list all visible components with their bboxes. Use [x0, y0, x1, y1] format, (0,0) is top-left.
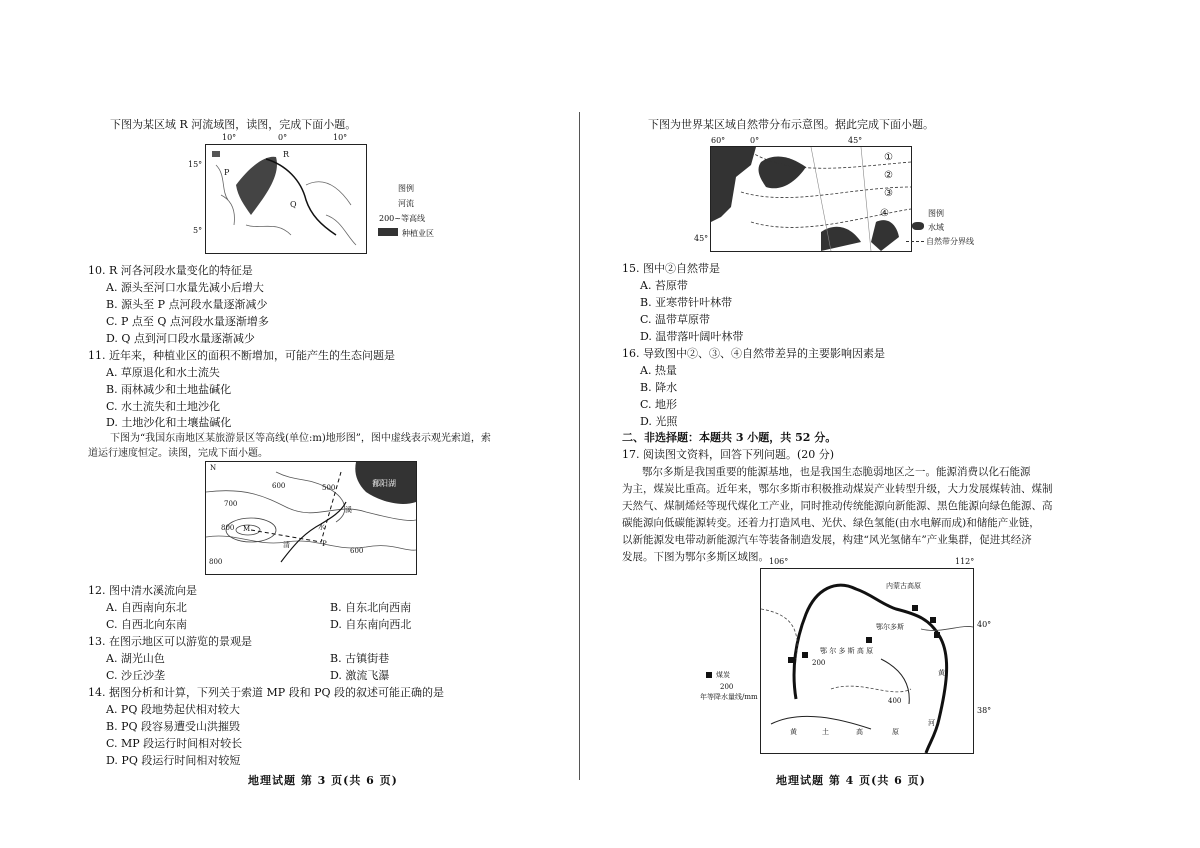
- q15-option-d: D. 温带落叶阔叶林带: [640, 330, 744, 343]
- farming-area: [236, 157, 277, 215]
- q12-stem: 12. 图中清水溪流向是: [88, 584, 197, 597]
- coal-marker: [788, 657, 794, 663]
- contour-lines: [216, 165, 356, 245]
- water-legend-swatch: [912, 222, 924, 230]
- map1-letter-r: R: [283, 150, 290, 159]
- q11-option-b: B. 雨林减少和土地盐碱化: [106, 383, 232, 396]
- r-river-map-graphic: [206, 145, 366, 253]
- q12-option-b: B. 自东北向西南: [330, 601, 412, 614]
- map1-legend-title: 图例: [398, 184, 414, 193]
- q17-para-line: 鄂尔多斯是我国重要的能源基地，也是我国生态脆弱地区之一。能源消费以化石能源: [642, 466, 1031, 478]
- q16-option-c: C. 地形: [640, 398, 678, 411]
- q17-para-line: 以新能源发电带动新能源汽车等装备制造发展，构建“风光氢储车”产业集群，促进其经济: [622, 534, 1032, 546]
- boundary-legend-line: [906, 241, 924, 242]
- map2-point-m: M: [243, 525, 251, 533]
- q11-option-a: A. 草原退化和水土流失: [106, 366, 220, 379]
- q13-stem: 13. 在图示地区可以游览的景观是: [88, 635, 252, 648]
- map2-contour-600b: 600: [350, 547, 364, 555]
- q16-option-a: A. 热量: [640, 364, 677, 377]
- north-arrow-label: N: [210, 464, 217, 472]
- map2-lake-label: 鄱阳湖: [372, 479, 396, 488]
- farming-area: [212, 151, 220, 157]
- q11-option-d: D. 土地沙化和土壤盐碱化: [106, 416, 232, 429]
- map3-legend-water: 水域: [928, 223, 944, 232]
- q13-option-a: A. 湖光山色: [106, 652, 165, 665]
- water-area: [711, 147, 756, 222]
- map4-loess-char: 原: [892, 728, 899, 736]
- q17-stem: 17. 阅读图文资料，回答下列问题。(20 分): [622, 448, 835, 461]
- coal-marker: [912, 605, 918, 611]
- map1-legend-contour: 200~等高线: [379, 214, 425, 223]
- page-footer-3: 地理试题 第 3 页(共 6 页): [248, 774, 398, 787]
- map2-contour-800: 800: [221, 524, 235, 532]
- map2-point-p: P: [322, 540, 327, 548]
- zone-4: ④: [880, 208, 889, 219]
- map4-inner-mongolia-label: 内蒙古高原: [886, 582, 921, 590]
- map4-lat-label: 38°: [977, 706, 992, 715]
- q10-option-d: D. Q 点到河口段水量逐渐减少: [106, 332, 255, 345]
- q16-stem: 16. 导致图中②、③、④自然带差异的主要影响因素是: [622, 347, 885, 360]
- map2-contour-800b: 800: [209, 558, 223, 566]
- q17-para-line: 发展。下图为鄂尔多斯区域图。: [622, 551, 769, 563]
- q14-stem: 14. 据图分析和计算，下列关于索道 MP 段和 PQ 段的叙述可能正确的是: [88, 686, 445, 699]
- q10-option-b: B. 源头至 P 点河段水量逐渐减少: [106, 298, 268, 311]
- map1-legend-river: 河流: [398, 199, 414, 208]
- q14-option-a: A. PQ 段地势起伏相对较大: [106, 703, 240, 716]
- q12-option-d: D. 自东南向西北: [330, 618, 412, 631]
- latitude-line: [921, 626, 973, 630]
- q10-option-c: C. P 点至 Q 点河段水量逐渐增多: [106, 315, 269, 328]
- intro-q10-11: 下图为某区域 R 河流域图，读图，完成下面小题。: [110, 118, 357, 131]
- q15-option-b: B. 亚寒带针叶林带: [640, 296, 733, 309]
- intro-q12-14-line2: 道运行速度恒定。读图，完成下面小题。: [88, 448, 268, 459]
- map4-contour-200: 200: [812, 659, 826, 667]
- water-area: [759, 157, 806, 189]
- map4-ordos-city-label: 鄂尔多斯: [876, 623, 904, 631]
- r-river-basin-map: [205, 144, 367, 254]
- section-2-heading: 二、非选择题：本题共 3 小题，共 52 分。: [622, 431, 837, 444]
- stream-char: 溪: [345, 506, 352, 514]
- q15-stem: 15. 图中②自然带是: [622, 262, 720, 275]
- q17-para-line: 碳能源向低碳能源转变。还着力打造风电、光伏、绿色氢能(由水电解而成)和储能产业链，: [622, 517, 1040, 529]
- q15-option-c: C. 温带草原带: [640, 313, 711, 326]
- map4-lat-label: 40°: [977, 620, 992, 629]
- zone-2: ②: [884, 170, 893, 181]
- page-footer-4: 地理试题 第 4 页(共 6 页): [776, 774, 926, 787]
- q17-para-line: 为主，煤炭比重高。近年来，鄂尔多斯市积极推动煤炭产业转型升级，大力发展煤转油、煤制: [622, 483, 1053, 495]
- map1-lat-label: 15°: [188, 160, 203, 169]
- map1-lon-label: 10°: [222, 133, 237, 142]
- coal-marker: [866, 637, 872, 643]
- map1-legend-farming: 种植业区: [402, 229, 434, 238]
- farming-legend-swatch: [378, 228, 398, 236]
- map3-lat-label: 45°: [694, 234, 709, 243]
- zone-3: ③: [884, 188, 893, 199]
- natural-zone-map: [710, 146, 912, 252]
- precipitation-isoline: [771, 659, 909, 729]
- natural-zone-map-graphic: [711, 147, 911, 251]
- cableway: [251, 472, 341, 542]
- q11-option-c: C. 水土流失和土地沙化: [106, 400, 221, 413]
- yellow-river: [794, 585, 947, 753]
- q12-option-c: C. 自西北向东南: [106, 618, 188, 631]
- q10-option-a: A. 源头至河口水量先减小后增大: [106, 281, 264, 294]
- intro-q12-14-line1: 下图为“我国东南地区某旅游景区等高线(单位:m)地形图”，图中虚线表示观光索道，索: [110, 433, 491, 444]
- map1-lon-label: 0°: [278, 133, 288, 142]
- map1-lat-label: 5°: [193, 226, 203, 235]
- map3-lon-label: 0°: [750, 136, 760, 145]
- stream-char: 水: [318, 523, 325, 531]
- stream-char: 清: [283, 541, 290, 549]
- map3-lon-label: 45°: [848, 136, 863, 145]
- zone-1: ①: [884, 152, 893, 163]
- map4-legend-isoline: 年等降水量线/mm: [700, 693, 758, 701]
- q16-option-b: B. 降水: [640, 381, 678, 394]
- river-r: [266, 159, 336, 235]
- map4-he-label: 河: [928, 719, 935, 727]
- map3-lon-label: 60°: [711, 136, 726, 145]
- qingshui-stream: [281, 502, 346, 562]
- map1-lon-label: 10°: [333, 133, 348, 142]
- map4-legend-coal: 煤炭: [716, 671, 730, 679]
- map2-contour-500: 500: [322, 484, 336, 492]
- q13-option-b: B. 古镇街巷: [330, 652, 390, 665]
- map4-loess-char: 高: [856, 728, 863, 736]
- coal-legend-swatch: [706, 672, 712, 678]
- q14-option-c: C. MP 段运行时间相对较长: [106, 737, 243, 750]
- map3-legend-boundary: 自然带分界线: [926, 237, 974, 246]
- q17-para-line: 天然气、煤制烯烃等现代煤化工产业，同时推动传统能源向新能源、黑色能源向绿色能源、高: [622, 500, 1053, 512]
- map4-huang-label-2: 黄: [790, 728, 797, 736]
- water-area: [871, 220, 899, 251]
- map4-contour-400: 400: [888, 697, 902, 705]
- map4-lon-label: 112°: [955, 557, 975, 566]
- map4-lon-label: 106°: [769, 557, 789, 566]
- q13-option-c: C. 沙丘沙垄: [106, 669, 166, 682]
- map2-contour-600: 600: [272, 482, 286, 490]
- map1-letter-q: Q: [290, 200, 297, 209]
- map1-letter-p: P: [224, 168, 230, 177]
- coal-marker: [802, 652, 808, 658]
- q14-option-d: D. PQ 段运行时间相对较短: [106, 754, 241, 767]
- map4-legend-isoline-value: 200: [720, 683, 734, 691]
- coal-marker: [930, 617, 936, 623]
- q10-stem: 10. R 河各河段水量变化的特征是: [88, 264, 253, 277]
- q14-option-b: B. PQ 段容易遭受山洪摧毁: [106, 720, 240, 733]
- intro-q15-16: 下图为世界某区域自然带分布示意图。据此完成下面小题。: [648, 118, 934, 131]
- coal-marker: [934, 632, 940, 638]
- column-divider: [579, 112, 580, 780]
- q11-stem: 11. 近年来，种植业区的面积不断增加，可能产生的生态问题是: [88, 349, 395, 362]
- q13-option-d: D. 激流飞瀑: [330, 669, 390, 682]
- q15-option-a: A. 苔原带: [640, 279, 688, 292]
- q12-option-a: A. 自西南向东北: [106, 601, 187, 614]
- map3-legend-title: 图例: [928, 209, 944, 218]
- q16-option-d: D. 光照: [640, 415, 678, 428]
- map2-contour-700: 700: [224, 500, 238, 508]
- map4-ordos-plateau-label: 鄂 尔 多 斯 高 原: [820, 647, 874, 655]
- map4-loess-char: 土: [822, 728, 829, 736]
- contour-lines: [206, 536, 416, 550]
- map4-huang-label: 黄: [938, 669, 945, 677]
